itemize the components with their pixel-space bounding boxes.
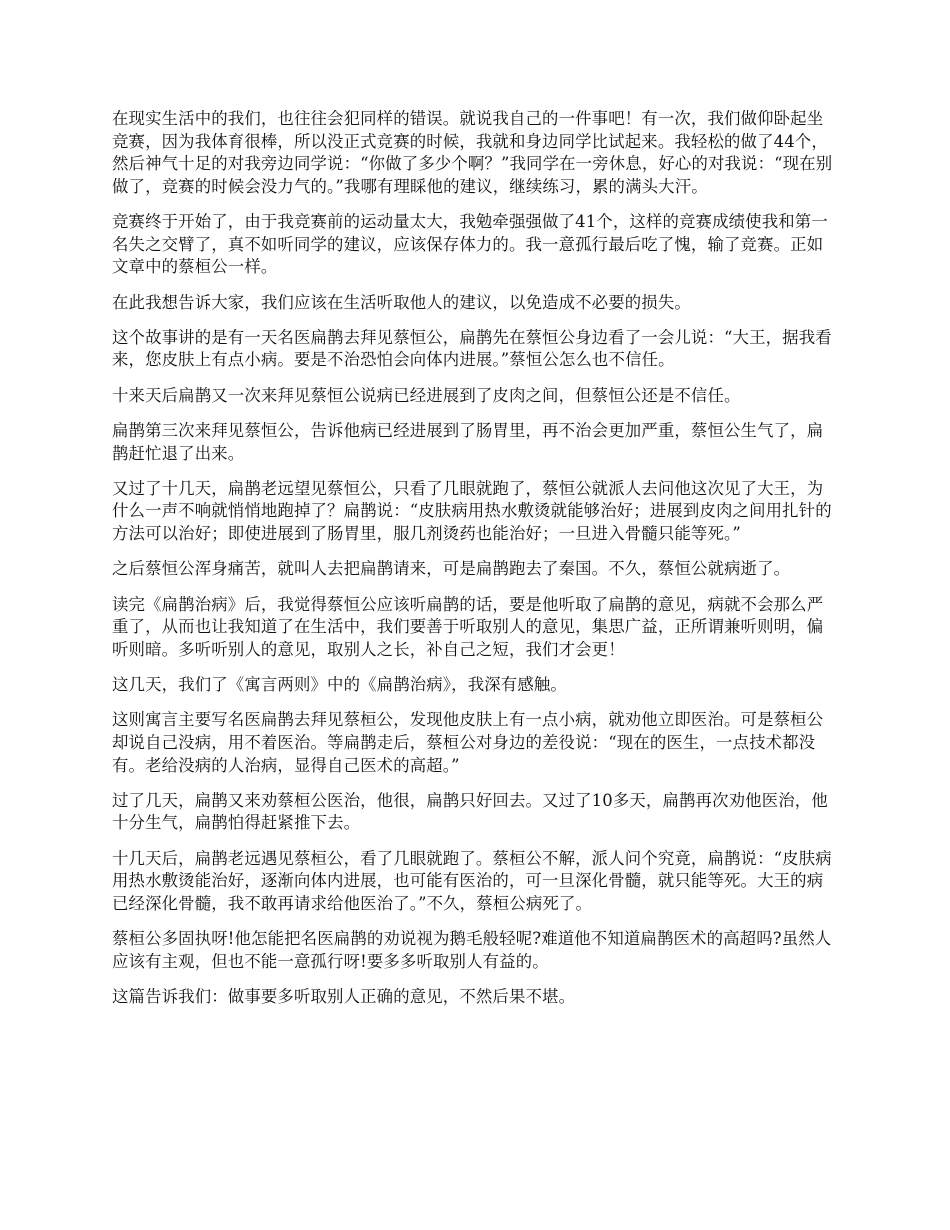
document-body (112, 108, 836, 1021)
paragraph-6: 扁鹊第三次来拜见蔡恒公，告诉他病已经进展到了肠胃里，再不治会更加严重，蔡恒公生气了，扁鹊赶忙退了出来。 (112, 420, 824, 463)
paragraph-14: 蔡桓公多固执呀!他怎能把名医扁鹊的劝说视为鹅毛般轻呢?难道他不知道扁鹊医术的高超吗?虽然人应该有主观，但也不能一意孤行呀!要多多听取别人有益的。 (112, 929, 832, 971)
paragraph-4: 这个故事讲的是有一天名医扁鹊去拜见蔡恒公，扁鹊先在蔡恒公身边看了一会儿说：“大王，据我看来，您皮肤上有点小病。要是不治恐怕会向体内进展。”蔡恒公怎么也不信任。 (112, 327, 832, 370)
paragraph-13: 十几天后，扁鹊老远遇见蔡桓公，看了几眼就跑了。蔡桓公不解，派人问个究竟，扁鹊说：“皮肤病用热水敷烫能治好，逐渐向体内进展，也可能有医治的，可一旦深化骨髓，就只能等死。大王的病已经深化骨髓，我不敢再请求给他医治了。”不久，蔡桓公病死了。 (112, 848, 832, 913)
paragraph-9: 读完《扁鹊治病》后，我觉得蔡恒公应该听扁鹊的话，要是他听取了扁鹊的意见，病就不会那么严重了，从而也让我知道了在生活中，我们要善于听取别人的意见，集思广益，正所谓兼听则明，偏听则暗。多听听别人的意见，取别人之长，补自己之短，我们才会更！ (112, 594, 824, 659)
paragraph-2: 竞赛终于开始了，由于我竞赛前的运动量太大，我勉牵强强做了41个，这样的竞赛成绩使我和第一名失之交臂了，真不如听同学的建议，应该保存体力的。我一意孤行最后吃了愧，输了竞赛。正如文章中的蔡桓公一样。 (112, 212, 828, 277)
paragraph-12: 过了几天，扁鹊又来劝蔡桓公医治，他很，扁鹊只好回去。又过了10多天，扁鹊再次劝他医治，他十分生气，扁鹊怕得赶紧推下去。 (112, 790, 828, 833)
paragraph-15: 这篇告诉我们：做事要多听取别人正确的意见，不然后果不堪。 (112, 987, 576, 1007)
paragraph-3: 在此我想告诉大家，我们应该在生活听取他人的建议，以免造成不必要的损失。 (112, 292, 691, 312)
paragraph-5: 十来天后扁鹊又一次来拜见蔡恒公说病已经进展到了皮肉之间，但蔡恒公还是不信任。 (112, 385, 741, 405)
paragraph-1: 在现实生活中的我们，也往往会犯同样的错误。就说我自己的一件事吧！有一次，我们做仰卧起坐竞赛，因为我体育很棒，所以没正式竞赛的时候，我就和身边同学比试起来。我轻松的做了44个，然后神气十足的对我旁边同学说：“你做了多少个啊？”我同学在一旁休息，好心的对我说：“现在别做了，竞赛的时候会没力气的。”我哪有理睬他的建议，继续练习，累的满头大汗。 (112, 109, 833, 196)
paragraph-10: 这几天，我们了《寓言两则》中的《扁鹊治病》，我深有感触。 (112, 675, 567, 695)
paragraph-11: 这则寓言主要写名医扁鹊去拜见蔡桓公，发现他皮肤上有一点小病，就劝他立即医治。可是蔡桓公却说自己没病，用不着医治。等扁鹊走后，蔡桓公对身边的差役说：“现在的医生，一点技术都没有。老给没病的人治病，显得自己医术的高超。” (112, 710, 824, 775)
paragraph-7: 又过了十几天，扁鹊老远望见蔡恒公，只看了几眼就跑了，蔡恒公就派人去问他这次见了大王，为什么一声不响就悄悄地跑掉了？扁鹊说：“皮肤病用热水敷烫就能够治好；进展到皮肉之间用扎针的方法可以治好；即使进展到了肠胃里，服几剂烫药也能治好；一旦进入骨髓只能等死。” (112, 478, 832, 544)
paragraph-8: 之后蔡恒公浑身痛苦，就叫人去把扁鹊请来，可是扁鹊跑去了秦国。不久，蔡恒公就病逝了。 (112, 559, 791, 579)
